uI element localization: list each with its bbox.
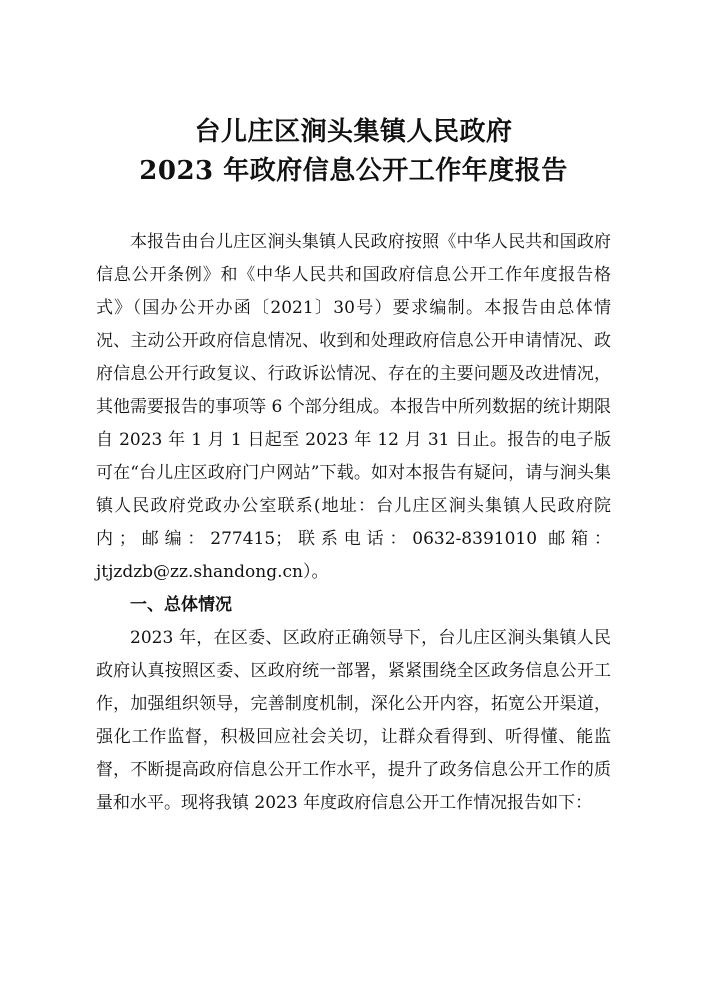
section-heading-overview: 一、总体情况 xyxy=(130,595,232,615)
intro-paragraph: 本报告由台儿庄区涧头集镇人民政府按照《中华人民共和国政府信息公开条例》和《中华人民共和国政府信息公开工作年度报告格式》（国办公开办函〔2021〕30号）要求编制。本报告由总体情况、主动公开政府信息情况、收到和处理政府信息公开申请情况、政府信息公开行政复议、行政诉讼情况、存在的主要问题及改进情况，其他需要报告的事项等 6 个部分组成。本报告中所列数据的统计期限自 2023 年 1 月 1 日起至 2023 年 12 月 31 日止。报告的电子版可在“台儿庄区政府门户网站”下载。如对本报告有疑问，请与涧头集镇人民政府党政办公室联系(地址：台儿庄区涧头集镇人民政府院内；邮编：277415；联系电话：0632-8391010 邮箱：jtjzdzb@zz.shandong.cn）。 xyxy=(96,232,611,582)
document-body xyxy=(96,226,611,820)
document-title-line1: 台儿庄区涧头集镇人民政府 xyxy=(194,117,513,147)
document-title-line2: 2023 年政府信息公开工作年度报告 xyxy=(139,156,568,186)
overview-paragraph: 2023 年，在区委、区政府正确领导下，台儿庄区涧头集镇人民政府认真按照区委、区政府统一部署，紧紧围绕全区政务信息公开工作，加强组织领导，完善制度机制，深化公开内容，拓宽公开渠道，强化工作监督，积极回应社会关切，让群众看得到、听得懂、能监督，不断提高政府信息公开工作水平，提升了政务信息公开工作的质量和水平。现将我镇 2023 年度政府信息公开工作情况报告如下： xyxy=(96,628,611,813)
